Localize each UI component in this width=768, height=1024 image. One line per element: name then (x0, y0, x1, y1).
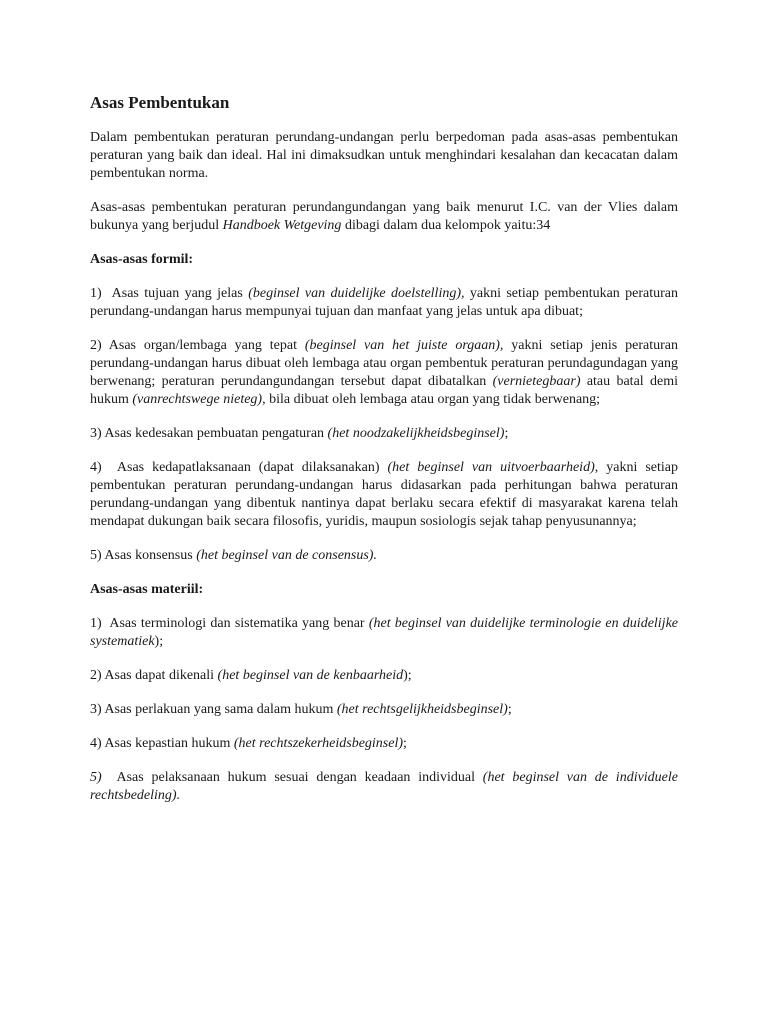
item-number: 4) (90, 736, 102, 751)
item-text: , yakni setiap jenis peraturan perundang-undangan harus dibuat oleh lembaga atau organ pembentuk peraturan perundagundagan yang berwenang; peraturan perundangundangan tersebut dapat dibatalkan (90, 338, 678, 389)
item-text: , yakni setiap pembentukan peraturan perundang-undangan harus didasarkan pada perhitungan bahwa peraturan perundang-undangan yang dibentuk nantinya dapat berlaku secara efektif di masyarakat karena telah mendapat dukungan baik secara filosofis, yuridis, maupun sosiologis sejak tahap penyusunannya; (90, 460, 678, 529)
item-text: ; (507, 702, 512, 717)
item-text: Asas tujuan yang jelas (101, 286, 249, 301)
item-text: Asas perlakuan yang sama dalam hukum (101, 702, 337, 717)
item-text: yakni setiap pembentukan peraturan perundang-undangan harus mempunyai tujuan dan manfaat yang jelas untuk apa dibuat; (90, 286, 679, 319)
item-text: atau batal demi hukum (90, 374, 678, 407)
document-page (90, 92, 678, 821)
item-number: 3) (90, 426, 102, 441)
item-text: Asas dapat dikenali (101, 668, 218, 683)
materiil-item-1 (90, 615, 678, 651)
item-term: (het beginsel van de kenbaarheid (217, 668, 404, 683)
item-number: 1) (90, 286, 102, 301)
item-term: (beginsel van het juiste orgaan) (304, 338, 500, 353)
item-text: Asas kedesakan pembuatan pengaturan (101, 426, 328, 441)
item-text: ; (403, 736, 407, 751)
source-text-after: dibagi dalam dua kelompok yaitu:34 (341, 218, 551, 233)
materiil-item-3 (90, 701, 678, 719)
formil-item-1 (90, 285, 678, 321)
item-text: Asas kepastian hukum (101, 736, 234, 751)
item-term: (beginsel van duidelijke doelstelling), (248, 286, 465, 301)
item-term: (het beginsel van uitvoerbaarheid) (387, 460, 595, 475)
item-text: , bila dibuat oleh lembaga atau organ yang tidak berwenang; (262, 392, 601, 407)
item-term: (het rechtszekerheidsbeginsel) (233, 736, 404, 751)
item-number: 3) (90, 702, 102, 717)
item-text: ; (504, 426, 509, 441)
item-term: (vernietegbaar) (492, 374, 581, 389)
intro-paragraph: Dalam pembentukan peraturan perundang-undangan perlu berpedoman pada asas-asas pembentukan peraturan yang baik dan ideal. Hal ini dimaksudkan untuk menghindari kesalahan dan kecacatan dalam pembentukan norma. (90, 130, 678, 181)
book-title: Handboek Wetgeving (222, 218, 342, 233)
item-number: 4) (90, 460, 102, 475)
item-number: 5) (90, 770, 102, 785)
formil-item-4 (90, 459, 678, 531)
item-text: Asas organ/lembaga yang tepat (101, 338, 305, 353)
source-text-before: Asas-asas pembentukan peraturan perundangundangan yang baik menurut I.C. van der Vlies dalam bukunya yang berjudul (90, 200, 678, 233)
item-number: 2) (90, 668, 102, 683)
item-term: (het beginsel van de individuele rechtsbedeling). (90, 770, 678, 803)
materiil-heading: Asas-asas materiil: (90, 582, 204, 597)
materiil-item-2 (90, 667, 678, 685)
item-text: ); (154, 634, 164, 649)
materiil-item-4 (90, 735, 678, 753)
item-term: (het beginsel van de consensus). (196, 548, 377, 563)
item-number: 1) (90, 616, 102, 631)
formil-item-2 (90, 337, 678, 409)
item-term: (het noodzakelijkheidsbeginsel) (327, 426, 505, 441)
materiil-item-5 (90, 769, 678, 805)
item-term: (het beginsel van duidelijke terminologie en duidelijke systematiek (90, 616, 678, 649)
source-paragraph (90, 199, 678, 235)
item-text: Asas terminologi dan sistematika yang benar (101, 616, 369, 631)
formil-item-5 (90, 547, 678, 565)
item-text: Asas pelaksanaan hukum sesuai dengan keadaan individual (101, 770, 483, 785)
item-number: 2) (90, 338, 102, 353)
item-term: (vanrechtswege nieteg) (132, 392, 263, 407)
item-text: Asas konsensus (101, 548, 197, 563)
item-term: (het rechtsgelijkheidsbeginsel) (336, 702, 508, 717)
formil-heading: Asas-asas formil: (90, 252, 194, 267)
page-title: Asas Pembentukan (90, 93, 230, 112)
formil-item-3 (90, 425, 678, 443)
item-text: Asas kedapatlaksanaan (dapat dilaksanakan) (101, 460, 388, 475)
item-number: 5) (90, 548, 102, 563)
item-text: ); (403, 668, 412, 683)
